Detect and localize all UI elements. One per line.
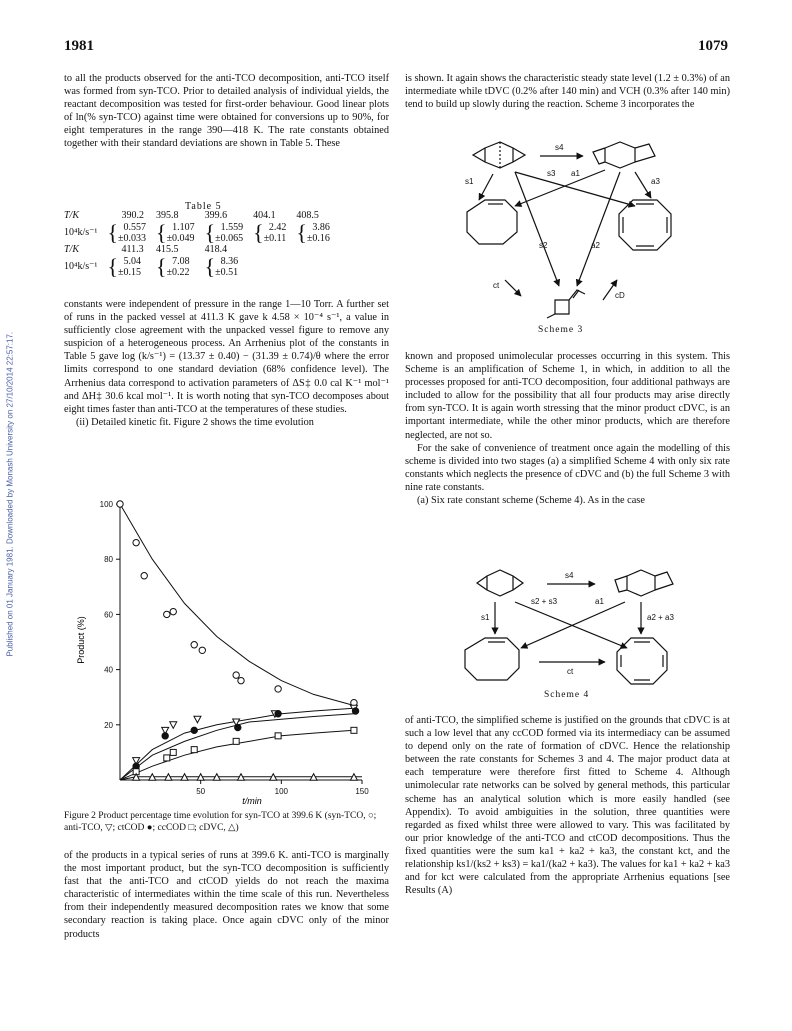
y-tick-label: 60 [104,610,113,620]
data-point-syn-TCO [191,642,197,648]
cell: 404.1 [253,210,276,221]
download-notice[interactable]: Published on 01 January 1981. Downloaded by Monash University on 27/10/2014 22:57:17. [5,331,15,657]
anti-tco-structure [593,142,655,168]
table-caption: Table 5 [185,201,222,212]
data-point-ccCOD [351,727,357,733]
cccod-structure [617,638,667,684]
data-point-ctCOD [275,711,281,717]
label-ct: ct [567,667,574,676]
cell: { 7.08 ±0.22 [156,254,190,279]
label-s2-s3: s2 + s3 [531,597,558,606]
data-point-syn-TCO [164,611,170,617]
y-tick-label: 20 [104,720,113,730]
y-tick-label: 100 [99,500,113,509]
data-point-ccCOD [164,755,170,761]
x-axis-label: t/min [242,796,262,806]
label-ct: ct [493,281,500,290]
data-point-ctCOD [162,733,168,739]
scheme-4-diagram [455,566,695,686]
cell: { 2.42 ±0.11 [253,220,287,245]
label-a2: a2 [591,241,600,250]
label-a3: a3 [651,177,660,186]
cell: 418.4 [204,244,228,255]
data-point-anti-TCO [170,722,177,729]
cell: 395.8 [156,210,179,221]
cell: 390.2 [121,210,144,221]
data-point-syn-TCO [233,672,239,678]
cccod-structure [619,200,671,250]
cell: 408.5 [296,210,319,221]
data-point-syn-TCO [133,539,139,545]
label-cd: cD [615,291,625,300]
cell: { 1.107 ±0.049 [156,220,195,245]
label-s3: s3 [547,169,556,178]
scheme-3-caption: Scheme 3 [538,325,584,335]
cell: { 8.36 ±0.51 [204,254,239,279]
cell: 411.3 [121,244,144,255]
table-row [64,222,340,244]
data-point-ctCOD [191,727,197,733]
row-label: 10⁴k/s⁻¹ [64,227,98,238]
data-point-anti-TCO [194,716,201,723]
cell: { 3.86 ±0.16 [296,220,330,245]
syn-tco-structure [477,570,523,596]
figure-caption: Figure 2 Product percentage time evolution for syn-TCO at 399.6 K (syn-TCO, ○; anti-TCO, ▽; ctCOD ●; ccCOD □; cDVC, △) [64,811,377,833]
x-tick-label: 150 [355,787,369,796]
arrow-a3 [635,172,651,198]
cell: 415.5 [156,244,179,255]
scheme-3-diagram [455,138,695,320]
data-point-syn-TCO [117,501,123,507]
table-row [64,244,340,256]
x-tick-label: 100 [274,787,289,796]
syn-tco-structure [473,142,525,168]
cdvc-structure [547,290,585,318]
label-s2: s2 [539,241,548,250]
left-mid-paragraph: constants were independent of pressure in the range 1—10 Torr. A further set of runs in the packed vessel at 411.3 K gave k 4.58 × 10⁻⁴ s⁻¹, a value in sufficiently close agreement with the unpacked vessel figure to remove any suspicion of a heterogeneous process. An Arrhenius plot of the constants in Table 5 gave log (k/s⁻¹) = (13.37 ± 0.40) − (31.39 ± 0.74)/θ where the error limits correspond to one standard deviation (68% confidence level). The Arrhenius data correspond to activation parameters of ΔS‡ 0.0 cal K⁻¹ mol⁻¹ and ΔH‡ 30.6 kcal mol⁻¹. It is worth noting that syn-TCO decomposes about eight times faster than anti-TCO at the temperatures of these studies. (ii) Detailed kinetic fit. Figure 2 shows the time evolution [64,299,389,428]
row-label: T/K [64,210,80,221]
data-point-ccCOD [275,733,281,739]
series-curve-ccCOD [120,730,354,780]
label-a1: a1 [571,169,580,178]
label-s1: s1 [481,613,490,622]
left-bottom-paragraph: of the products in a typical series of runs at 399.6 K. anti-TCO is marginally the most important product, but the syn-TCO decomposition is sufficiently fast that the anti-TCO and ctCOD yields do not reach the maxima characteristic of intermediates within the time scale of this run. Nevertheless from their independently measured decomposition rates we know that some secondary reaction is taking place. Once again cDVC only of the minor products [64,850,389,940]
row-label: 10⁴k/s⁻¹ [64,261,98,272]
right-bottom-paragraph: of anti-TCO, the simplified scheme is justified on the grounds that cDVC is at such a low level that any ccCOD formed via its intermediacy can be assumed to depend only on the rate of formation of cDVC. Hence the relationship between the rate constants for Schemes 3 and 4. The major product data at each temperature were therefore first fitted to Scheme 4. Although unimolecular rate networks can be solved by general methods, this particular scheme has an analytical solution which is more easily handled (see Appendix). To avoid ambiguities in the solution, three quantities were regarded as fixed whilst three were allowed to vary. This was facilitated by our prior knowledge of the anti-TCO and ctCOD decompositions. Thus the fixed quantities were the sum ka1 + ka2 + ka3, the constant kct, and the relationship ks1/(ks2 + ks3) = ka1/(ka2 + ka3). The values for ka1 + ka2 + ka3 and for kct were calculated from the appropriate Arrhenius equations [see Results (A) [405,715,730,897]
x-tick-label: 50 [196,787,206,796]
anti-tco-structure [615,570,673,596]
ctcod-structure [467,200,517,244]
left-top-paragraph: to all the products observed for the anti-TCO decomposition, anti-TCO itself was formed from syn-TCO. Prior to detailed analysis of individual yields, the reactant decomposition was tested for first-order behaviour. Good linear plots of ln(% syn-TCO) against time were obtained for conversions up to 90%, for eight temperatures in the range 390—418 K. The rate constants obtained together with their standard deviations are shown in Table 5. These [64,73,389,150]
arrow-s2 [515,172,559,286]
table-row [64,256,340,278]
ctcod-structure [465,638,519,680]
cell: { 5.04 ±0.15 [107,254,141,279]
label-a2-a3: a2 + a3 [647,613,674,622]
label-s4: s4 [565,571,574,580]
arrow-ct [505,280,521,296]
right-top-paragraph: is shown. It again shows the characteristic steady state level (1.2 ± 0.3%) of an intermediate while tDVC (0.2% after 140 min) and VCH (0.3% after 140 min) tend to build up slowly during the reaction. Scheme 3 incorporates the [405,73,730,111]
cell: { 1.559 ±0.065 [204,220,244,245]
cell: { 0.557 ±0.033 [107,220,146,245]
data-point-ccCOD [233,738,239,744]
data-point-syn-TCO [238,677,244,683]
row-label: T/K [64,244,80,255]
data-point-syn-TCO [141,573,147,579]
rate-constant-table [64,210,340,278]
page-number: 1079 [698,38,728,54]
arrow-s1 [479,174,493,200]
figure-2-chart [72,492,372,807]
data-point-ccCOD [191,747,197,753]
data-point-syn-TCO [170,608,176,614]
data-point-ctCOD [352,708,358,714]
label-s4: s4 [555,143,564,152]
y-tick-label: 40 [104,665,113,675]
label-s1: s1 [465,177,474,186]
label-a1: a1 [595,597,604,606]
cell: 399.6 [204,210,228,221]
scheme-4-caption: Scheme 4 [544,690,590,700]
page-year: 1981 [64,38,94,54]
y-tick-label: 80 [104,555,113,565]
y-axis-label: Product (%) [76,616,86,664]
data-point-ccCOD [170,749,176,755]
arrow-a2 [577,172,620,286]
data-point-syn-TCO [199,647,205,653]
data-point-syn-TCO [275,686,281,692]
data-point-ctCOD [235,724,241,730]
right-mid-paragraph: known and proposed unimolecular processes occurring in this system. This Scheme is an amplification of Scheme 1, in which, in addition to all the processes proposed for anti-TCO decomposition, four additional pathways are included to allow for the possibility that all four products may arise directly from syn-TCO. It is again worth stressing that the minor product cDVC, is an important intermediate, while the other minor products, which are therefore neglected, are not so. For the sake of convenience of treatment once again the modelling of this scheme is divided into two stages (a) a simplified Scheme 4 with only six rate constants which neglects the presence of cDVC and (b) the full Scheme 3 with nine rate constants. (a) Six rate constant scheme (Scheme 4). As in the case [405,351,730,507]
